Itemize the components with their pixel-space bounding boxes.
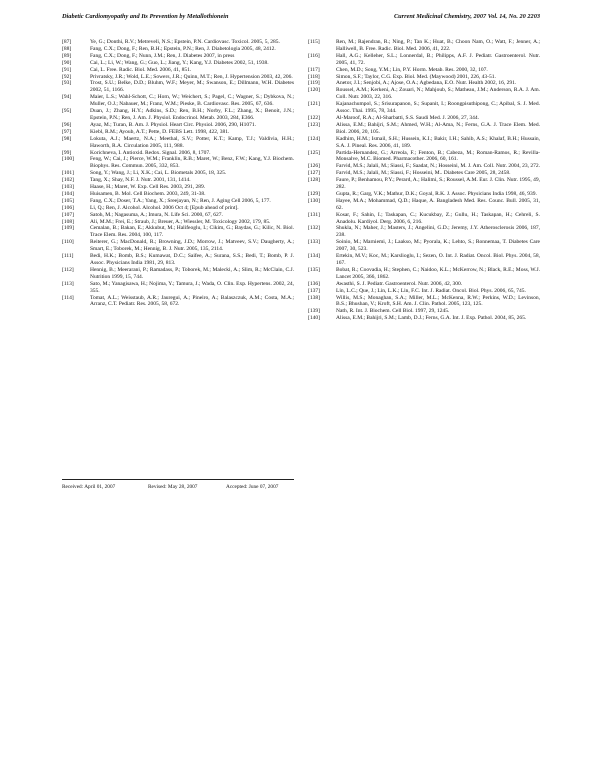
reference-text: Korichneva, I. Antioxid. Redox. Signal. 2006, 8, 1707. — [90, 149, 211, 156]
reference-item — [62, 267, 294, 281]
reference-item — [62, 212, 294, 219]
reference-item — [308, 212, 540, 226]
reference-item — [308, 267, 540, 281]
reference-text: Li, Q.; Ren, J. Alcohol. Alcohol. 2006 Oct 4; [Epub ahead of print]. — [90, 204, 239, 211]
reference-number: [91] — [62, 66, 72, 73]
reference-item — [308, 308, 540, 315]
reference-text: Faure, P.; Benhamou, P.Y.; Perard, A.; Halimi, S.; Roussel, A.M. Eur. J. Clin. Nutr. 1995, 49, 282. — [336, 177, 540, 191]
reference-text: Hayee, M.A.; Mohammad, Q.D.; Haque, A. Bangladesh Med. Res. Counc. Bull. 2005, 31, 62. — [336, 197, 540, 211]
reference-number: [102] — [62, 177, 74, 184]
running-header — [62, 13, 540, 25]
article-dates — [62, 479, 294, 492]
reference-item — [308, 39, 540, 53]
reference-number: [106] — [62, 204, 74, 211]
reference-text: Haase, H.; Maret, W. Exp. Cell Res. 2003, 291, 289. — [90, 184, 206, 191]
reference-number: [138] — [308, 294, 320, 301]
reference-text: Ayaz, M.; Turan, B. Am. J. Physiol. Heart Circ. Physiol. 2006, 290, H1071. — [90, 121, 257, 128]
reference-text: Kosar, F.; Sahin, I.; Taskapan, C.; Kucukbay, Z.; Gullu, H.; Taskapan, H.; Cehreli, S. Anadolu. Kardiyol. Derg. 2006, 6, 216. — [336, 211, 540, 225]
reference-number: [94] — [62, 94, 72, 101]
reference-text: Awasthi, S. J. Pediatr. Gastroenterol. Nutr. 2006, 42, 300. — [336, 280, 463, 287]
reference-text: Maier, L.S.; Wahl-Schott, C.; Horn, W.; Weichert, S.; Pagel, C.; Wagner, S.; Dybkova, N.; Muller, O.J.; Nabauer, M.; Franz, W.M.; Pieske, B. Cardiovasc. Res. 2005, 67, 636. — [90, 94, 294, 108]
reference-text: Ye, G.; Donthi, R.V.; Metreveli, N.S.; Epstein, P.N. Cardiovasc. Toxicol. 2005, 5, 285. — [90, 39, 280, 45]
reference-text: Roussel, A.M.; Kerkeni, A.; Zouari, N.; Mahjoub, S.; Matheau, J.M.; Anderson, R.A. J. Am. Coll. Nutr. 2003, 22, 316. — [336, 87, 540, 101]
reference-number: [120] — [308, 87, 320, 94]
reference-number: [99] — [62, 149, 72, 156]
reference-number: [92] — [62, 73, 72, 80]
reference-item — [62, 177, 294, 184]
reference-number: [130] — [308, 197, 320, 204]
received-date: Received: April 01, 2007 — [62, 484, 116, 490]
reference-item — [308, 163, 540, 170]
reference-item — [308, 295, 540, 309]
reference-item — [62, 170, 294, 177]
reference-number: [104] — [62, 190, 74, 197]
reference-item — [62, 191, 294, 198]
reference-item — [308, 281, 540, 288]
reference-item — [62, 80, 294, 94]
reference-text: Kadhim, H.M.; Ismail, S.H.; Hussein, K.I.; Bakir, I.H.; Sahib, A.S.; Khalaf, B.H.; Hussain, S.A. J. Pineal. Res. 2006, 41, 189. — [336, 135, 540, 149]
reference-number: [101] — [62, 170, 74, 177]
reference-number: [118] — [308, 73, 320, 80]
reference-item — [62, 156, 294, 170]
reference-item — [62, 239, 294, 253]
reference-item — [62, 46, 294, 53]
reference-item — [308, 239, 540, 253]
reference-number: [132] — [308, 225, 320, 232]
reference-number: [108] — [62, 218, 74, 225]
reference-item — [62, 60, 294, 67]
reference-text: Al-Maroof, R.A.; Al-Sharbatti, S.S. Saudi Med. J. 2006, 27, 344. — [336, 114, 479, 121]
reference-text: Anetor, J.I.; Senjobi, A.; Ajose, O.A.; Agbedana, E.O. Nutr. Health 2002, 16, 291. — [336, 80, 517, 87]
reference-text: Farvid, M.S.; Jalali, M.; Siassi, F.; Hosseini, M.. Diabetes Care 2005, 28, 2458. — [336, 170, 511, 177]
reference-text: Duan, J.; Zhang, H.Y.; Adkins, S.D.; Ren, B.H.; Norby, F.L.; Zhang, X.; Benoit, J.N.; Epstein, P.N.; Ren, J. Am. J. Physiol. Endocrinol. Metab. 2003, 284, E366. — [90, 108, 294, 121]
reference-text: Alissa, E.M.; Bahijri, S.M.; Ahmed, W.H.; Al-Ama, N.; Ferns, G.A. J. Trace Elem. Med. Biol. 2006, 20, 105. — [336, 121, 540, 135]
reference-number: [110] — [62, 239, 74, 246]
reference-item — [62, 184, 294, 191]
reference-item — [308, 198, 540, 212]
reference-item — [308, 170, 540, 177]
reference-item — [62, 150, 294, 157]
reference-number: [136] — [308, 280, 320, 287]
reference-text: Partida-Hernandez, G.; Arreola, F.; Fenton, B.; Cabeza, M.; Roman-Ramos, R.; Revilla-Monsalve, M.C. Biomed. Pharmacother. 2006, 60, 161. — [336, 149, 540, 163]
reference-item — [62, 136, 294, 150]
reference-text: Nath, R. Int. J. Biochem. Cell Biol. 1997, 29, 1245. — [336, 308, 450, 315]
header-title: Diabetic Cardiomyopathy and Its Prevention by Metallothionein — [62, 13, 229, 20]
reference-item — [62, 129, 294, 136]
reference-number: [105] — [62, 197, 74, 204]
reference-number: [123] — [308, 121, 320, 128]
reference-text: Hennig, B.; Meerarani, P.; Ramadass, P.; Toborek, M.; Malecki, A.; Slim, R.; McClain, C.J. Nutrition 1999, 15, 744. — [90, 266, 294, 280]
reference-number: [96] — [62, 121, 72, 128]
reference-item — [308, 67, 540, 74]
reference-item — [308, 115, 540, 122]
reference-text: Privratsky, J.R.; Wold, L.E.; Sowers, J.R.; Quinn, M.T.; Ren, J. Hypertension 2003, 42, 206. — [90, 73, 293, 80]
reference-number: [107] — [62, 211, 74, 218]
reference-number: [88] — [62, 45, 72, 52]
reference-text: Song, Y.; Wang, J.; Li, X.K.; Cai, L. Biometals 2005, 18, 325. — [90, 170, 227, 177]
reference-text: Satoh, M.; Nagasuma, A.; Imura, N. Life Sci. 2000, 67, 627. — [90, 211, 223, 218]
reference-number: [126] — [308, 163, 320, 170]
reference-number: [97] — [62, 128, 72, 135]
reference-text: Cemalan, B.; Bakan, E.; Akkubut, M.; Halifeoglu, I.; Cikim, G.; Baydas, G.; Kilic, N. Biol. Trace Elem. Res. 2004, 100, 117. — [90, 225, 294, 239]
reference-number: [89] — [62, 52, 72, 59]
reference-item — [308, 122, 540, 136]
reference-text: Kiebl, R.M.; Ayoub, A.T.; Pette, D. FEBS Lett. 1998, 422, 381. — [90, 128, 230, 135]
reference-text: Hall, A.G.; Kelleher, S.L.; Lonnerdal, B.; Philipps, A.F. J. Pediatr. Gastroenterol. Nutr. 2005, 41, 72. — [336, 52, 540, 66]
reference-number: [113] — [62, 280, 74, 287]
reference-item — [308, 177, 540, 191]
reference-number: [133] — [308, 239, 320, 246]
reference-text: Cai, L.; Li, W.; Wang, G.; Guo, L.; Jiang, Y.; Kang, Y.J. Diabetes 2002, 51, 1938. — [90, 59, 269, 66]
reference-item — [308, 136, 540, 150]
reference-item — [62, 53, 294, 60]
reference-number: [119] — [308, 80, 320, 87]
reference-item — [62, 74, 294, 81]
references-left-column — [62, 39, 294, 308]
reference-number: [116] — [308, 52, 320, 59]
reference-item — [62, 67, 294, 74]
reference-text: Bedi, H.K.; Bomb, B.S.; Kumawat, D.C.; Saifee, A.; Surana, S.S.; Bedi, T.; Bomb, P. J. Assoc. Physicians India 1981, 29, 813. — [90, 253, 294, 266]
reference-item — [308, 288, 540, 295]
reference-text: Ali, M.M.; Frei, E.; Straub, J.; Breuer, A.; Wiessler, M. Toxicology 2002, 179, 85. — [90, 218, 271, 225]
reference-text: Huisamen, B. Mol. Cell Biochem. 2003, 249, 31-38. — [90, 190, 206, 197]
revised-date: Revised: May 28, 2007 — [148, 484, 198, 490]
reference-item — [62, 39, 294, 46]
reference-number: [98] — [62, 135, 72, 142]
reference-number: [103] — [62, 184, 74, 191]
reference-item — [62, 281, 294, 295]
reference-number: [87] — [62, 39, 72, 45]
references-right-column — [308, 39, 540, 322]
reference-item — [308, 74, 540, 81]
reference-item — [62, 198, 294, 205]
reference-text: Gupta, R.; Garg, V.K.; Mathur, D.K.; Goyal, R.K. J. Assoc. Physicians India 1998, 46, 939. — [336, 190, 537, 197]
reference-text: Willis, M.S.; Monaghan, S.A.; Miller, M.L.; McKenna, R.W.; Perkins, W.D.; Levinson, B.S.; Bhushan, V.; Kroft, S.H. Am. J. Clin. Pathol. 2005, 123, 125. — [336, 294, 540, 308]
reference-number: [115] — [308, 39, 320, 45]
reference-number: [109] — [62, 225, 74, 232]
reference-item — [308, 150, 540, 164]
reference-number: [139] — [308, 308, 320, 315]
reference-item — [308, 315, 540, 322]
reference-text: Fang, C.X.; Doser, T.A.; Yang, X.; Sreejayan, N.; Ren, J. Aging Cell 2006, 5, 177. — [90, 197, 271, 204]
reference-item — [62, 122, 294, 129]
reference-text: Bobat, R.; Coovadia, H.; Stephen, C.; Naidoo, K.L.; McKerrow, N.; Black, R.E.; Moss, W.J. Lancet 2005, 366, 1862. — [336, 266, 540, 280]
reference-number: [125] — [308, 149, 320, 156]
reference-item — [62, 94, 294, 108]
reference-number: [124] — [308, 135, 320, 142]
reference-number: [122] — [308, 114, 320, 121]
reference-text: Tomat, A.L.; Weisstaub, A.R.; Jauregui, A.; Pineiro, A.; Balaszczuk, A.M.; Costa, M.A.; Arranz, C.T. Pediatr. Res. 2005, 58, 672. — [90, 294, 294, 308]
reference-item — [62, 295, 294, 309]
reference-text: Soinio, M.; Marniemi, J.; Laakso, M.; Pyorala, K.; Lehto, S.; Ronnemaa, T. Diabetes Care 2007, 30, 523. — [336, 239, 540, 253]
reference-item — [308, 101, 540, 115]
reference-text: Chen, M.D.; Song, Y.M.; Lin, P.Y. Horm. Metab. Res. 2000, 32, 107. — [336, 66, 488, 73]
reference-text: Trost, S.U.; Belke, D.D.; Bluhm, W.F.; Meyer, M.; Swanson, E.; Dillmann, W.H. Diabetes 2002, 51, 1166. — [90, 80, 294, 94]
reference-number: [93] — [62, 80, 72, 87]
reference-text: Fang, C.X.; Dong, F.; Ren, B.H.; Epstein, P.N.; Ren, J. Diabetologia 2005, 48, 2412. — [90, 45, 276, 52]
reference-text: Ertekin, M.V.; Koc, M.; Karslioglu, I.; Sezen, O. Int. J. Radiat. Oncol. Biol. Phys. 2004, 58, 167. — [336, 253, 540, 266]
reference-number: [112] — [62, 266, 74, 273]
reference-item — [308, 87, 540, 101]
header-journal: Current Medicinal Chemistry, 2007 Vol. 14, No. 20 2203 — [393, 13, 540, 20]
reference-text: Lokuta, A.J.; Maertz, N.A.; Meethal, S.V.; Potter, K.T.; Kamp, T.J.; Valdivia, H.H.; Haworth, R.A. Circulation 2005, 111, 988. — [90, 135, 294, 149]
reference-number: [134] — [308, 253, 320, 260]
reference-item — [308, 225, 540, 239]
reference-text: Tang, X.; Shay, N.F. J. Nutr. 2001, 131, 1414. — [90, 177, 191, 184]
reference-number: [90] — [62, 59, 72, 66]
reference-number: [114] — [62, 294, 74, 301]
reference-item — [62, 205, 294, 212]
reference-text: Feng, W.; Cai, J.; Pierce, W.M.; Franklin, R.B.; Maret, W.; Benz, F.W.; Kang, Y.J. Biochem. Biophys. Res. Commun. 2005, 332, 853. — [90, 156, 294, 170]
reference-number: [140] — [308, 315, 320, 322]
reference-text: Farvid, M.S.; Jalali, M.; Siassi, F.; Saadat, N.; Hosseini, M. J. Am. Coll. Nutr. 2004, 23, 272. — [336, 163, 540, 170]
reference-item — [62, 108, 294, 122]
reference-text: Reiterer, G.; MacDonald, R.; Browning, J.D.; Morrow, J.; Matveev, S.V.; Daugherty, A.; Smart, E.; Toborek, M.; Hennig, B. J. Nutr. 2005, 135, 2114. — [90, 239, 294, 253]
reference-item — [308, 80, 540, 87]
reference-text: Cai, L. Free. Radic. Biol. Med. 2006, 41, 851. — [90, 66, 192, 73]
reference-number: [95] — [62, 108, 72, 115]
reference-number: [127] — [308, 170, 320, 177]
reference-text: Lin, L.C.; Que, J.; Lin, L.K.; Lin, F.C. Int. J. Radiat. Oncol. Biol. Phys. 2006, 65, 745. — [336, 287, 526, 294]
reference-item — [308, 53, 540, 67]
reference-text: Shukla, N.; Maher, J.; Masters, J.; Angelini, G.D.; Jeremy, J.Y. Atherosclerosis 2006, 187, 238. — [336, 225, 540, 239]
reference-item — [308, 191, 540, 198]
reference-number: [128] — [308, 177, 320, 184]
reference-number: [111] — [62, 253, 74, 260]
accepted-date: Accepted: June 07, 2007 — [226, 484, 279, 490]
reference-number: [117] — [308, 66, 320, 73]
reference-number: [121] — [308, 101, 320, 108]
reference-text: Kajanachumpol, S.; Srisurapanon, S.; Supanit, I.; Roongpisuthipong, C.; Apibal, S. J. Med. Assoc. Thai. 1995, 78, 344. — [336, 101, 540, 115]
reference-text: Ren, M.; Rajendran, R.; Ning, P.; Tan K.; Huat, B.; Choon Nam, O.; Watt, F.; Jenner, A.; Halliwell, B. Free. Radic. Biol. Med. 2006, 41, 222. — [336, 39, 540, 52]
reference-number: [135] — [308, 266, 320, 273]
reference-item — [62, 225, 294, 239]
reference-number: [100] — [62, 156, 74, 163]
reference-text: Alissa, E.M.; Bahijri, S.M.; Lamb, D.J.; Ferns, G.A. Int. J. Exp. Pathol. 2004, 85, 265. — [336, 315, 527, 322]
reference-item — [62, 253, 294, 267]
reference-text: Fang, C.X.; Dong, F.; Nunn, J.M.; Ren, J. Diabetes 2007, in press — [90, 52, 235, 59]
reference-text: Sato, M.; Yanagisawa, H.; Nojima, Y.; Tamura, J.; Wada, O. Clin. Exp. Hypertens. 2002, 24, 355. — [90, 280, 294, 294]
reference-item — [308, 253, 540, 267]
reference-number: [137] — [308, 287, 320, 294]
reference-text: Simon, S.F.; Taylor, C.G. Exp. Biol. Med. (Maywood) 2001, 226, 43-51. — [336, 73, 496, 80]
reference-number: [129] — [308, 190, 320, 197]
reference-number: [131] — [308, 211, 320, 218]
